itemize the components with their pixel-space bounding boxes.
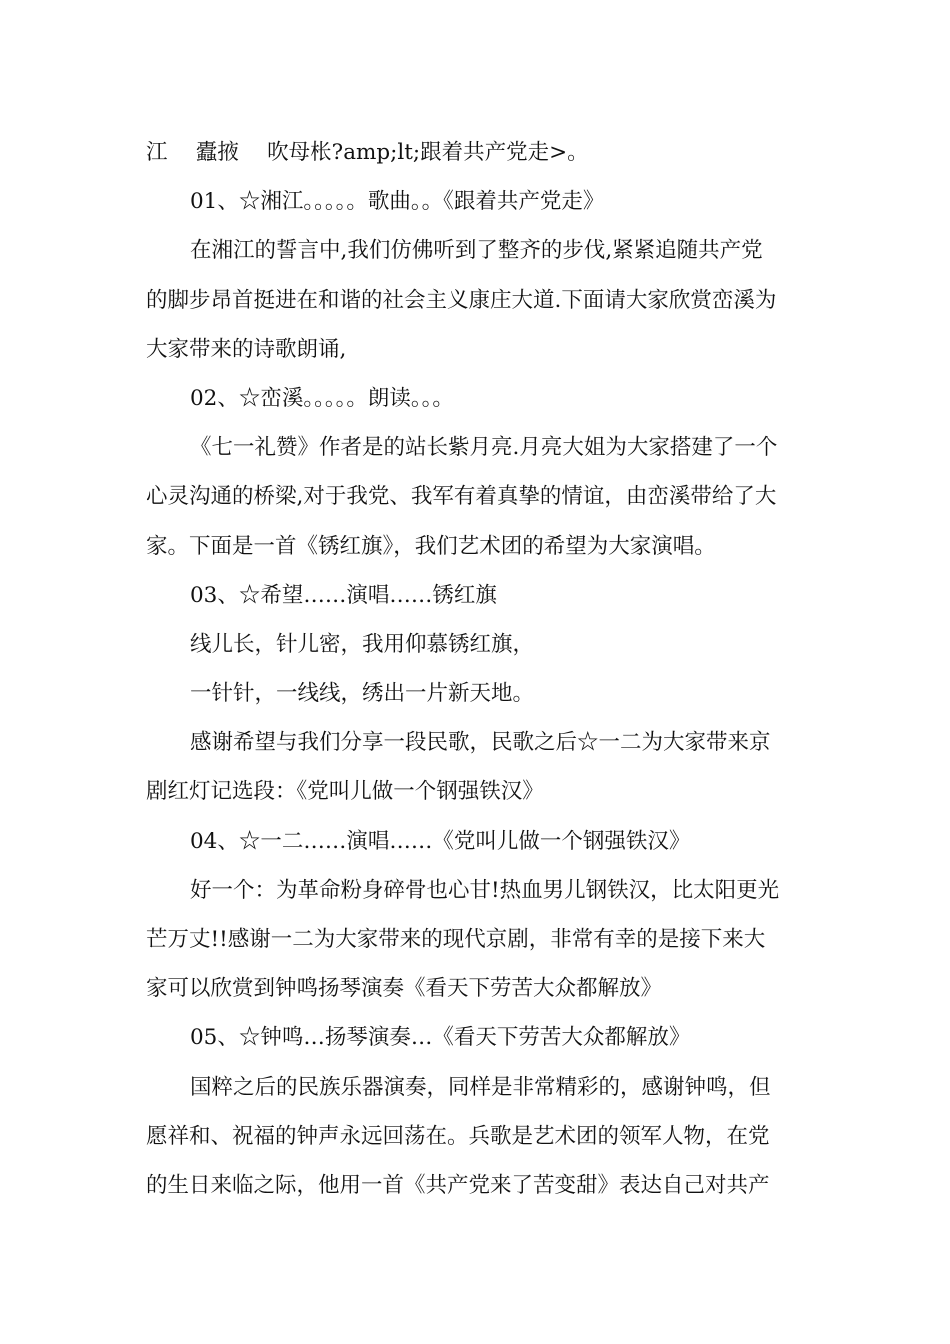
text-line: 线儿长，针儿密，我用仰慕锈红旗，: [190, 631, 535, 657]
text-line: 的脚步昂首挺进在和谐的社会主义康庄大道.下面请大家欣赏峦溪为: [146, 287, 777, 313]
text-line: 《七一礼赞》作者是的站长紫月亮.月亮大姐为大家搭建了一个: [190, 435, 778, 461]
text-line: 一针针，一线线，绣出一片新天地。: [190, 681, 535, 707]
text-line: 好一个：为革命粉身碎骨也心甘!热血男儿钢铁汉，比太阳更光: [190, 877, 780, 903]
text-line: 03、☆希望……演唱……锈红旗: [190, 582, 497, 608]
text-line: 家可以欣赏到钟鸣扬琴演奏《看天下劳苦大众都解放》: [146, 976, 663, 1002]
text-line: 04、☆一二……演唱……《党叫儿做一个钢强铁汉》: [190, 828, 691, 854]
text-line: 在湘江的誓言中,我们仿佛听到了整齐的步伐,紧紧追随共产党: [190, 238, 763, 264]
text-line: 芒万丈!!感谢一二为大家带来的现代京剧，非常有幸的是接下来大: [146, 927, 766, 952]
text-line: 愿祥和、祝福的钟声永远回荡在。兵歌是艺术团的领军人物，在党: [146, 1123, 770, 1149]
text-line: 的生日来临之际，他用一首《共产党来了苦变甜》表达自己对共产: [146, 1172, 770, 1198]
text-line: 大家带来的诗歌朗诵,: [146, 336, 347, 362]
text-line: 国粹之后的民族乐器演奏，同样是非常精彩的，感谢钟鸣，但: [190, 1074, 771, 1100]
text-line: 家。下面是一首《锈红旗》，我们艺术团的希望为大家演唱。: [146, 533, 716, 559]
text-line: 江 蠹掖 吹母枨?amp;lt;跟着共产党走>。: [146, 140, 589, 165]
text-line: 02、☆峦溪。。。。。朗读。。。: [190, 385, 454, 411]
text-line: 01、☆湘江。。。。。歌曲。。《跟着共产党走》: [190, 189, 605, 215]
document-body: [146, 128, 810, 1210]
text-line: 剧红灯记选段：《党叫儿做一个钢强铁汉》: [146, 779, 544, 805]
text-line: 感谢希望与我们分享一段民歌，民歌之后☆一二为大家带来京: [190, 730, 771, 756]
text-line: 心灵沟通的桥梁,对于我党、我军有着真挚的情谊，由峦溪带给了大: [146, 484, 777, 510]
text-line: 05、☆钟鸣…扬琴演奏…《看天下劳苦大众都解放》: [190, 1025, 691, 1051]
